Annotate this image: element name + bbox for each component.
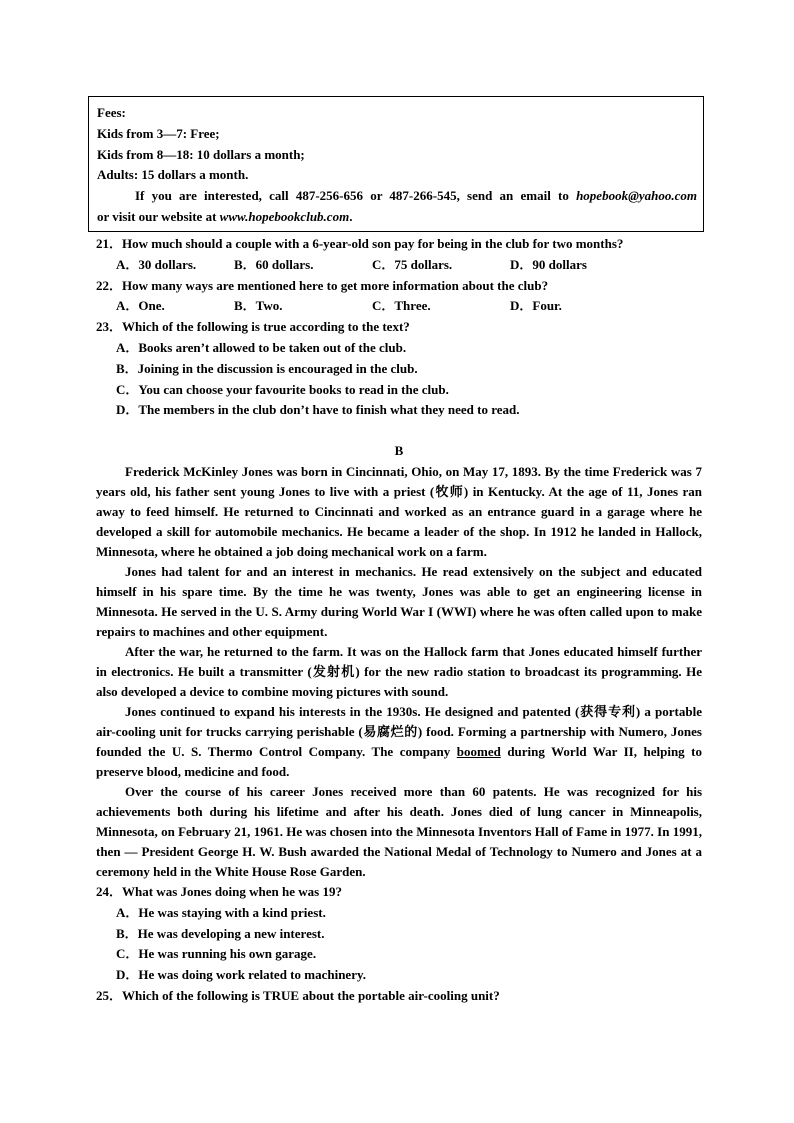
option-21-c: C．75 dollars. <box>372 256 453 272</box>
option-24-a: A．He was staying with a kind priest. <box>116 904 326 920</box>
option-22-a: A．One. <box>116 298 165 314</box>
option-21-d: D．90 dollars <box>510 256 587 272</box>
question-22-options <box>96 296 702 317</box>
paragraph-4-start: Jones continued to expand his interests in the 1930s. He designed and patented (获得专利) a portable air-cooling unit for trucks carrying perishable (易腐烂的) food. Forming a partnership with Numero, Jones founded the U. S. Thermo Control Company. The company <box>96 703 702 759</box>
fee-adults: Adults: 15 dollars a month. <box>97 167 249 183</box>
passage-paragraph-3: After the war, he returned to the farm. It was on the Hallock farm that Jones educated himself further in electronics. He built a transmitter (发射机) for the new radio station to broadcast its programming. He also developed a device to combine moving pictures with sound. <box>96 643 702 699</box>
option-22-c: C．Three. <box>372 298 431 314</box>
passage-paragraph-1: Frederick McKinley Jones was born in Cincinnati, Ohio, on May 17, 1893. By the time Frederick was 7 years old, his father sent young Jones to live with a priest (牧师) in Kentucky. At the age of 11, Jones ran away to feed himself. He returned to Cincinnati and worked as an entrance guard in a garage where he developed a skill for automobile mechanics. He became a leader of the shop. In 1912 he landed in Hallock, Minnesota, where he obtained a job doing mechanical work on a farm. <box>96 463 702 559</box>
option-22-d: D．Four. <box>510 298 562 314</box>
email-address: hopebook@yahoo.com <box>576 188 698 204</box>
website-line <box>97 207 697 228</box>
website-prefix: or visit our website at <box>97 208 217 224</box>
main-content <box>96 234 702 1007</box>
option-24-c: C．He was running his own garage. <box>116 946 317 962</box>
passage-paragraph-4 <box>96 702 702 782</box>
option-21-b: B．60 dollars. <box>234 256 314 272</box>
question-25: 25．Which of the following is TRUE about the portable air-cooling unit? <box>96 987 500 1003</box>
option-23-a: A．Books aren’t allowed to be taken out of the club. <box>116 339 407 355</box>
contact-line <box>97 186 697 207</box>
passage-paragraph-5: Over the course of his career Jones received more than 60 patents. He was recognized for his achievements both during his lifetime and after his death. Jones died of lung cancer in Minneapolis, Minnesota, on February 21, 1961. He was chosen into the Minnesota Inventors Hall of Fame in 1977. In 1991, then — President George H. W. Bush awarded the National Medal of Technology to Numero and Jones at a ceremony held in the White House Rose Garden. <box>96 783 702 879</box>
option-21-a: A．30 dollars. <box>116 256 197 272</box>
option-23-b: B．Joining in the discussion is encouraged in the club. <box>116 360 418 376</box>
option-22-b: B．Two. <box>234 298 283 314</box>
question-21: 21．How much should a couple with a 6-year-old son pay for being in the club for two months? <box>96 236 624 251</box>
option-24-b: B．He was developing a new interest. <box>116 925 325 941</box>
underlined-word-boomed: boomed <box>456 743 501 759</box>
paragraph-4-end: during World War II, helping to preserve blood, medicine and food. <box>96 743 702 779</box>
question-22: 22．How many ways are mentioned here to get more information about the club? <box>96 277 549 293</box>
fee-kids-8-18: Kids from 8—18: 10 dollars a month; <box>97 146 305 162</box>
question-24: 24．What was Jones doing when he was 19? <box>96 883 342 899</box>
passage-paragraph-2: Jones had talent for and an interest in mechanics. He read extensively on the subject and educated himself in his spare time. By the time he was twenty, Jones was able to get an engineering license in Minnesota. He served in the U. S. Army during World War I (WWI) where he was often called upon to make repairs to machines and other equipment. <box>96 563 702 639</box>
fees-title: Fees: <box>97 105 126 120</box>
website-suffix: . <box>349 208 353 224</box>
option-23-c: C．You can choose your favourite books to read in the club. <box>116 381 449 397</box>
option-23-d: D．The members in the club don’t have to finish what they need to read. <box>116 402 520 418</box>
section-b-heading: B <box>394 443 404 459</box>
question-23: 23．Which of the following is true according to the text? <box>96 319 410 335</box>
fee-kids-3-7: Kids from 3—7: Free; <box>97 125 220 141</box>
question-21-options <box>96 255 702 276</box>
website-url: www.hopebookclub.com <box>219 208 350 224</box>
contact-prefix: If you are interested, call 487-256-656 or 487-266-545, send an email to <box>135 188 569 204</box>
info-box <box>88 96 704 232</box>
option-24-d: D．He was doing work related to machinery. <box>116 967 366 983</box>
